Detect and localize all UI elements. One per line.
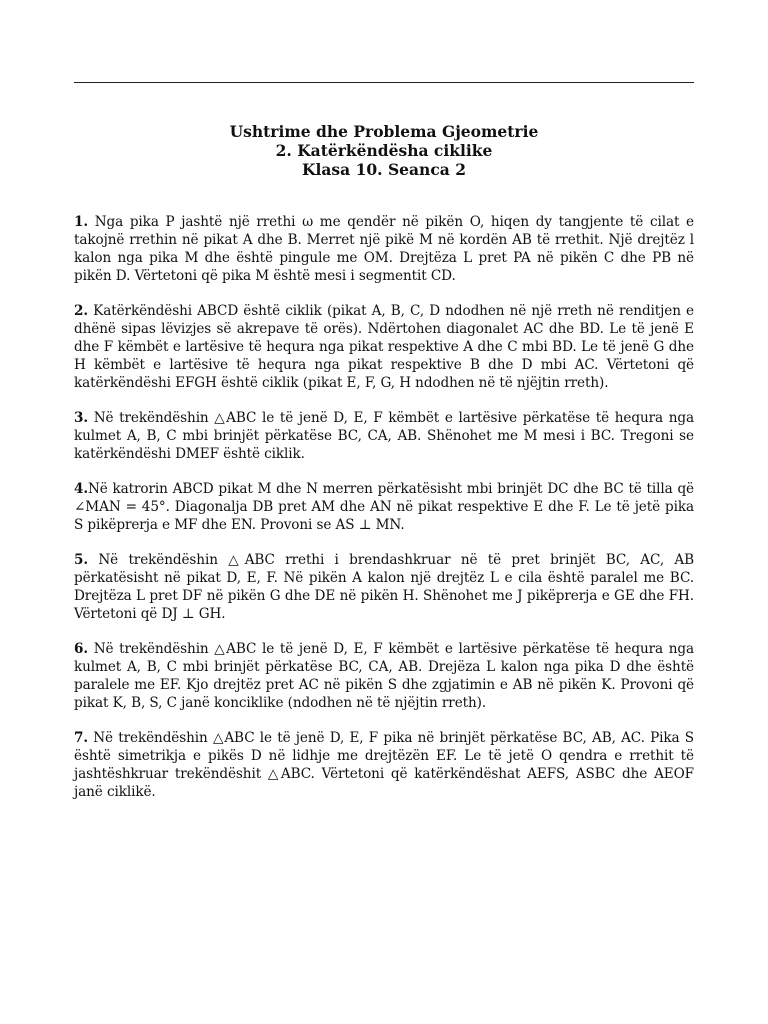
problem-number: 5.: [74, 552, 88, 568]
title-block: [74, 122, 694, 179]
document-title: Ushtrime dhe Problema Gjeometrie: [229, 122, 539, 141]
document-page: [74, 0, 694, 1024]
header-rule: [74, 82, 694, 83]
problem-text: Katërkëndëshi ABCD është ciklik (pikat A, B, C, D ndodhen në një rreth në renditjen e dhënë sipas lëvizjes së akrepave të orës). Ndërtohen diagonalet AC dhe BD. Le të jenë E dhe F këmbët e lartësive të hequra nga pikat respektive A dhe C mbi BD. Le të jenë G dhe H këmbët e lartësive të hequra nga pikat respektive B dhe D mbi AC. Vërtetoni që katërkëndëshi EFGH është ciklik (pikat E, F, G, H ndodhen në të njëjtin rreth).: [74, 303, 694, 391]
problem-item: [74, 302, 694, 392]
problem-item: [74, 480, 694, 534]
problem-number: 2.: [74, 303, 88, 319]
problem-text: Në trekëndëshin △ABC le të jenë D, E, F këmbët e lartësive përkatëse të hequra nga kulmet A, B, C mbi brinjët përkatëse BC, CA, AB. Drejëza L kalon nga pika D dhe është paralele me EF. Kjo drejtëz pret AC në pikën S dhe zgjatimin e AB në pikën K. Provoni që pikat K, B, S, C janë konciklike (ndodhen në të njëjtin rreth).: [74, 641, 694, 711]
problem-item: [74, 729, 694, 801]
problem-number: 7.: [74, 730, 88, 746]
document-subtitle: 2. Katërkëndësha ciklike: [275, 141, 493, 160]
problem-item: [74, 551, 694, 623]
problem-number: 6.: [74, 641, 88, 657]
problem-text: Në trekëndëshin △ABC le të jenë D, E, F pika në brinjët përkatëse BC, AB, AC. Pika S është simetrikja e pikës D në lidhje me drejtëzën EF. Le të jetë O qendra e rrethit të jashtëshkruar trekëndëshit △ABC. Vërtetoni që katërkëndëshat AEFS, ASBC dhe AEOF janë ciklikë.: [74, 730, 694, 800]
problem-text: Në katrorin ABCD pikat M dhe N merren përkatësisht mbi brinjët DC dhe BC të tilla që ∠MAN = 45°. Diagonalja DB pret AM dhe AN në pikat respektive E dhe F. Le të jetë pika S pikëprerja e MF dhe EN. Provoni se AS ⊥ MN.: [74, 481, 694, 533]
problem-item: [74, 409, 694, 463]
problem-item: [74, 640, 694, 712]
problem-number: 1.: [74, 214, 88, 230]
problem-text: Në trekëndëshin △ABC le të jenë D, E, F këmbët e lartësive përkatëse të hequra nga kulmet A, B, C mbi brinjët përkatëse BC, CA, AB. Shënohet me M mesi i BC. Tregoni se katërkëndëshi DMEF është ciklik.: [74, 410, 694, 462]
problem-list: [74, 213, 694, 818]
session-label: Klasa 10. Seanca 2: [302, 160, 466, 179]
problem-item: [74, 213, 694, 285]
problem-text: Nga pika P jashtë një rrethi ω me qendër në pikën O, hiqen dy tangjente të cilat e takojnë rrethin në pikat A dhe B. Merret një pikë M në kordën AB të rrethit. Një drejtëz l kalon nga pika M dhe është pingule me OM. Drejtëza L pret PA në pikën C dhe PB në pikën D. Vërtetoni që pika M është mesi i segmentit CD.: [74, 214, 694, 284]
problem-number: 4.: [74, 481, 88, 497]
problem-text: Në trekëndëshin △ABC rrethi i brendashkruar në të pret brinjët BC, AC, AB përkatësisht në pikat D, E, F. Në pikën A kalon një drejtëz L e cila është paralel me BC. Drejtëza L pret DF në pikën G dhe DE në pikën H. Shënohet me J pikëprerja e GE dhe FH. Vërtetoni që DJ ⊥ GH.: [74, 552, 694, 622]
problem-number: 3.: [74, 410, 88, 426]
